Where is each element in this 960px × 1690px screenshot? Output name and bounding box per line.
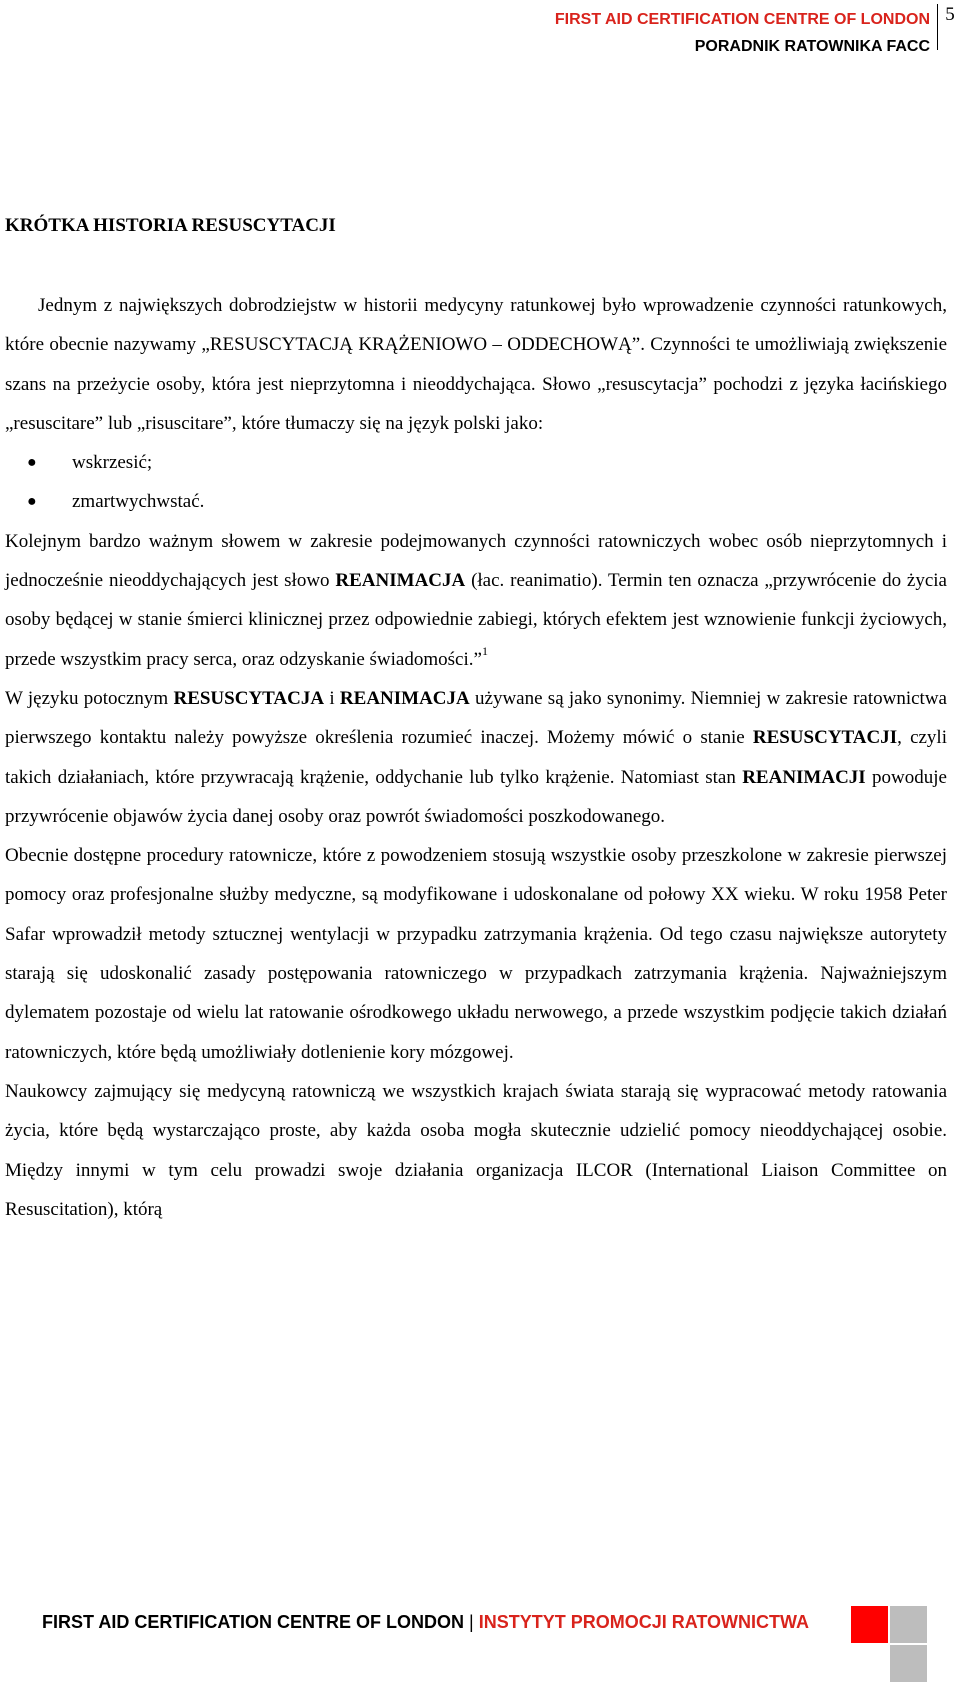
logo-square-gray — [890, 1606, 927, 1643]
header-subtitle: PORADNIK RATOWNIKA FACC — [694, 38, 930, 55]
header-organization: FIRST AID CERTIFICATION CENTRE OF LONDON — [554, 11, 930, 28]
paragraph-intro: Jednym z największych dobrodziejstw w historii medycyny ratunkowej było wprowadzenie czynności ratunkowych, które obecnie nazywamy „RESUSCYTACJĄ KRĄŻENIOWO – ODDECHOWĄ”. Czynności te umożliwiają zwiększenie szans na przeżycie osoby, która jest nieprzytomna i nieoddychająca. Słowo „resuscytacja” pochodzi z języka łacińskiego „resuscitare” lub „risuscitare”, które tłumaczy się na język polski jako: — [5, 295, 947, 434]
list-item-text: wskrzesić; — [72, 452, 153, 474]
list-item — [5, 482, 947, 521]
paragraph-synonyms — [5, 679, 947, 836]
footer-text — [42, 1612, 809, 1633]
footnote-marker[interactable]: 1 — [481, 644, 488, 659]
header-divider — [937, 4, 938, 50]
footer-organization: FIRST AID CERTIFICATION CENTRE OF LONDON — [42, 1612, 464, 1632]
document-body — [5, 214, 947, 1229]
term-reanimacja: REANIMACJA — [339, 687, 470, 709]
text-run: , czyli takich działaniach, które przywracają krążenie, oddychanie lub tylko krążenie. Natomiast stan — [5, 727, 947, 788]
list-item-text: zmartwychwstać. — [72, 491, 205, 513]
text-run: i — [324, 687, 340, 709]
paragraph-reanimation — [5, 522, 947, 679]
list-item — [5, 443, 947, 482]
paragraph-history: Obecnie dostępne procedury ratownicze, które z powodzeniem stosują wszystkie osoby przeszkolone w zakresie pierwszej pomocy oraz profesjonalne służby medyczne, są modyfikowane i udoskonalane od połowy XX wieku. W roku 1958 Peter Safar wprowadził metody sztucznej wentylacji w przypadku zatrzymania krążenia. Od tego czasu największe autorytety starają się udoskonalić zasady postępowania ratowniczego w przypadkach zatrzymania krążenia. Najważniejszym dylematem pozostaje od wielu lat ratowanie ośrodkowego układu nerwowego, a przede wszystkim podjęcie takich działań ratowniczych, które będą umożliwiały dotlenienie kory mózgowej. — [5, 845, 947, 1063]
header-text — [555, 6, 930, 60]
bullet-icon: ● — [27, 493, 37, 511]
footer-separator: | — [469, 1612, 474, 1632]
text-run: używane są jako synonimy. Niemniej w zakresie ratownictwa pierwszego kontaktu należy powyższe określenia rozumieć inaczej. Możemy mówić o stanie — [5, 687, 947, 749]
term-resuscytacja: RESUSCYTACJA — [173, 687, 325, 709]
text-run: Kolejnym bardzo ważnym słowem w zakresie podejmowanych czynności ratowniczych wobec osób nieprzytomnych i jednocześnie nieoddychających jest słowo — [5, 530, 947, 592]
page-footer — [0, 1590, 960, 1690]
page-header — [440, 0, 960, 60]
text-run: powoduje przywrócenie objawów życia danej osoby oraz powrót świadomości poszkodowanego. — [5, 766, 947, 827]
term-reanimacji: REANIMACJI — [742, 766, 866, 788]
section-title: KRÓTKA HISTORIA RESUSCYTACJI — [5, 215, 336, 236]
term-reanimacja: REANIMACJA — [335, 570, 466, 592]
page-number: 5 — [945, 4, 955, 25]
text-run: (łac. reanimatio). Termin ten oznacza „przywrócenie do życia osoby będącej w stanie śmierci klinicznej przez odpowiednie zabiegi, których efektem jest wznowienie funkcji życiowych, przede wszystkim pracy serca, oraz odzyskanie świadomości.” — [5, 570, 947, 670]
footer-institute: INSTYTYT PROMOCJI RATOWNICTWA — [478, 1612, 810, 1632]
term-resuscytacji: RESUSCYTACJI — [752, 727, 898, 749]
logo-square-red — [851, 1606, 888, 1643]
paragraph-ilcor: Naukowcy zajmujący się medycyną ratowniczą we wszystkich krajach świata starają się wypracować metody ratowania życia, które będą wystarczająco proste, aby każda osoba mogła skutecznie udzielić pomocy nieoddychającej osobie. Między innymi w tym celu prowadzi swoje działania organizacja ILCOR (International Liaison Committee on Resuscitation), którą — [5, 1080, 947, 1220]
text-run: W języku potocznym — [5, 687, 174, 709]
bullet-icon: ● — [27, 454, 37, 472]
bullet-list — [5, 443, 947, 522]
logo-square-gray — [890, 1645, 927, 1682]
